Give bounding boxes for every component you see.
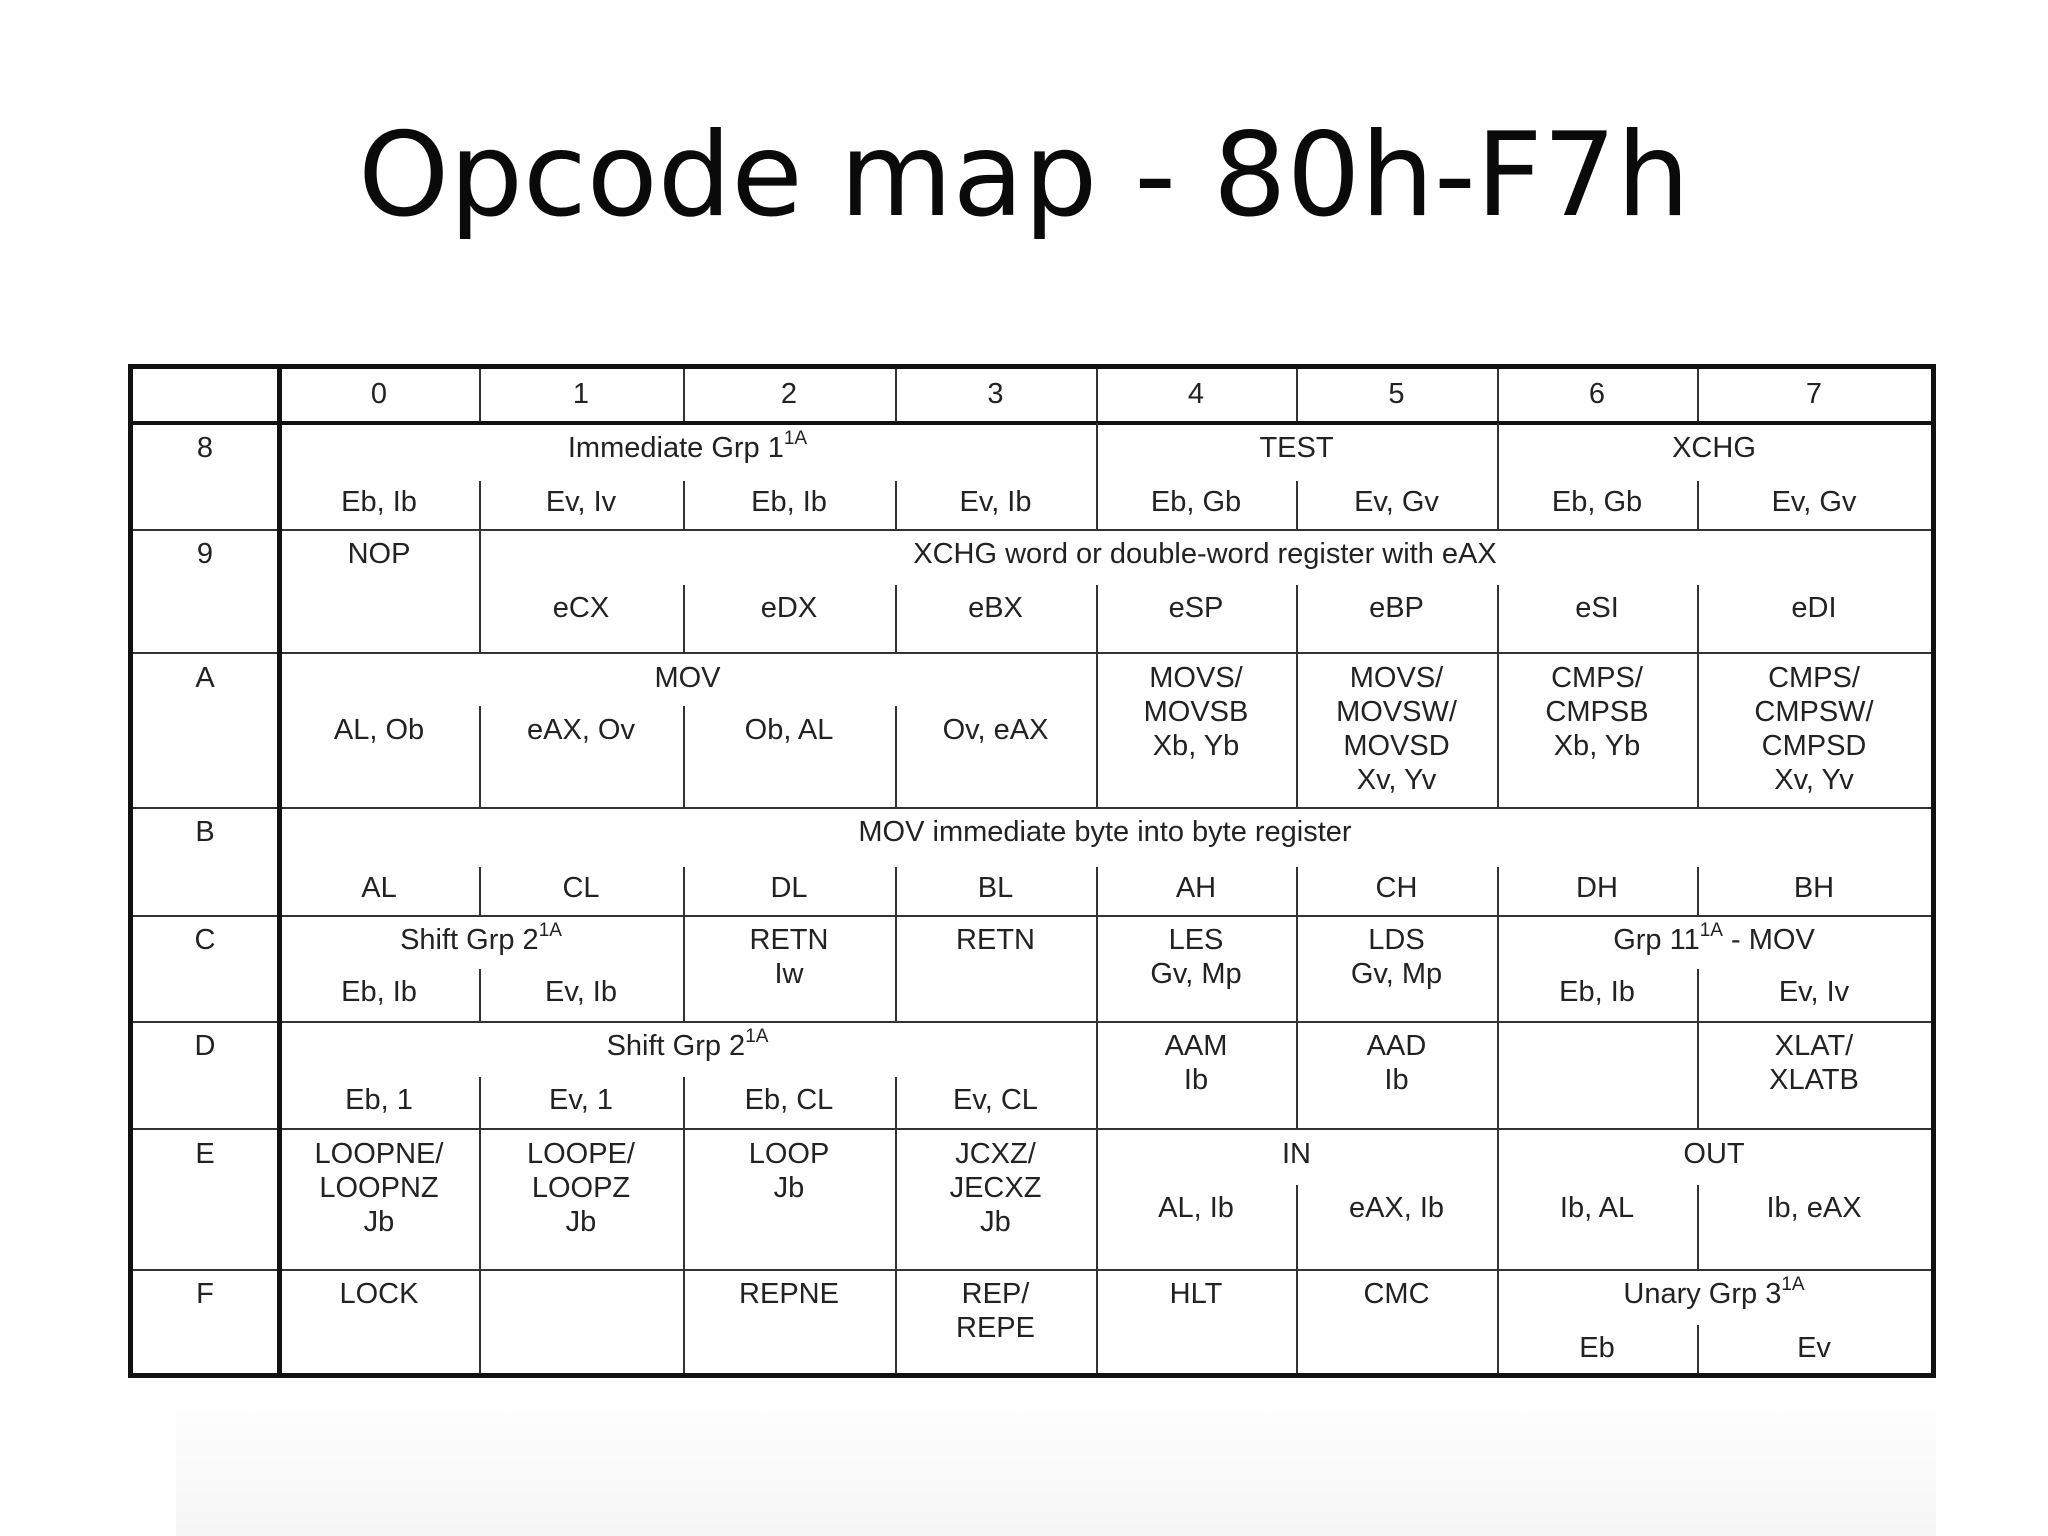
operand-cell: Ob, AL: [744, 714, 834, 746]
col-header: 5: [1388, 378, 1405, 410]
operand-cell: Eb, CL: [744, 1084, 834, 1116]
register-cell: eBX: [968, 592, 1023, 624]
operand-cell: Ev, CL: [953, 1084, 1038, 1116]
loop-cell: LOOP Jb: [748, 1138, 830, 1204]
operand-cell: Eb, Ib: [341, 486, 417, 518]
out-label: OUT: [1683, 1138, 1745, 1170]
les-cell: LES Gv, Mp: [1150, 924, 1242, 990]
operand-cell: Eb, Gb: [1551, 486, 1643, 518]
row-rule: [133, 915, 1931, 917]
register-cell: BH: [1793, 872, 1835, 904]
operand-cell: Ev, Gv: [1771, 486, 1857, 518]
register-cell: DL: [770, 872, 808, 904]
nop-cell: NOP: [347, 538, 411, 570]
register-cell: eDX: [760, 592, 818, 624]
mov-label: MOV: [654, 662, 721, 694]
row-label: B: [195, 816, 215, 848]
col-header: 2: [780, 378, 798, 410]
operand-cell: AL, Ib: [1158, 1192, 1234, 1224]
register-cell: BL: [977, 872, 1014, 904]
aad-cell: AAD Ib: [1366, 1030, 1427, 1096]
cmps-cell: CMPS/ CMPSB Xb, Yb: [1545, 662, 1649, 762]
slide-title: Opcode map - 80h-F7h: [358, 108, 1690, 243]
cmps-cell: CMPS/ CMPSW/ CMPSD Xv, Yv: [1754, 662, 1874, 796]
operand-cell: Ib, eAX: [1766, 1192, 1862, 1224]
shift-group-label: Shift Grp $2^{1A}$: [606, 1026, 769, 1062]
shift-group-label: Shift Grp $2^{1A}$: [400, 920, 562, 956]
row-label: D: [194, 1030, 216, 1062]
row-label: A: [195, 662, 215, 694]
col-header: 1: [572, 378, 590, 410]
operand-cell: AL, Ob: [333, 714, 425, 746]
test-label: TEST: [1259, 432, 1334, 464]
row-label: C: [194, 924, 216, 956]
unary-group-label: Unary Grp $3^{1A}$: [1623, 1274, 1805, 1310]
hlt-cell: HLT: [1169, 1278, 1223, 1310]
operand-cell: Ev, Ib: [959, 486, 1032, 518]
operand-cell: Ev, Iv: [545, 486, 617, 518]
row-rule: [133, 1269, 1931, 1271]
register-cell: CL: [562, 872, 600, 904]
col-header: 4: [1187, 378, 1205, 410]
xchg-register-span: XCHG word or double-word register with eAX: [913, 538, 1497, 570]
register-cell: eDI: [1791, 592, 1837, 624]
row-rule: [133, 529, 1931, 531]
row-rule: [133, 1128, 1931, 1130]
operand-cell: Eb: [1579, 1332, 1615, 1364]
movs-cell: MOVS/ MOVSB Xb, Yb: [1143, 662, 1249, 762]
col-header: 7: [1805, 378, 1823, 410]
col-header: 6: [1588, 378, 1606, 410]
cmc-cell: CMC: [1363, 1278, 1430, 1310]
operand-cell: Ev, 1: [549, 1084, 613, 1116]
movs-cell: MOVS/ MOVSW/ MOVSD Xv, Yv: [1336, 662, 1457, 796]
loopne-cell: LOOPNE/ LOOPNZ Jb: [314, 1138, 444, 1238]
row-label: E: [195, 1138, 215, 1170]
background-shade: [176, 1386, 1936, 1536]
row-rule: [133, 652, 1931, 654]
operand-cell: Ev, Iv: [1778, 976, 1850, 1008]
register-cell: AH: [1175, 872, 1217, 904]
operand-cell: eAX, Ov: [527, 714, 635, 746]
header-rule: [133, 421, 1931, 425]
retn-iw-cell: RETN Iw: [749, 924, 829, 990]
operand-cell: Eb, Ib: [751, 486, 827, 518]
operand-cell: Ib, AL: [1559, 1192, 1635, 1224]
lds-cell: LDS Gv, Mp: [1350, 924, 1443, 990]
mov-immediate-span: MOV immediate byte into byte register: [858, 816, 1352, 848]
operand-cell: Eb, Ib: [341, 976, 417, 1008]
loope-cell: LOOPE/ LOOPZ Jb: [527, 1138, 635, 1238]
register-cell: AL: [361, 872, 397, 904]
row-rule: [133, 1021, 1931, 1023]
operand-cell: Eb, Gb: [1150, 486, 1242, 518]
row-rule: [133, 807, 1931, 809]
xlat-cell: XLAT/ XLATB: [1769, 1030, 1859, 1096]
operand-cell: Eb, 1: [345, 1084, 413, 1116]
row-label: 8: [196, 432, 214, 464]
operand-cell: Ev, Gv: [1354, 486, 1439, 518]
in-label: IN: [1282, 1138, 1311, 1170]
register-cell: eSP: [1168, 592, 1224, 624]
operand-cell: eAX, Ib: [1348, 1192, 1445, 1224]
row-label: F: [196, 1278, 214, 1310]
operand-cell: Eb, Ib: [1559, 976, 1635, 1008]
jcxz-cell: JCXZ/ JECXZ Jb: [949, 1138, 1042, 1238]
aam-cell: AAM Ib: [1164, 1030, 1228, 1096]
col-rule: [479, 1271, 481, 1373]
col-header: 3: [987, 378, 1004, 410]
grp11-label: Grp $11^{1A}$ - MOV: [1613, 920, 1815, 956]
register-cell: eSI: [1575, 592, 1619, 624]
col-header: 0: [370, 378, 388, 410]
row-label: 9: [196, 538, 214, 570]
register-cell: DH: [1576, 872, 1618, 904]
register-cell: eCX: [552, 592, 610, 624]
repne-cell: REPNE: [739, 1278, 839, 1310]
immediate-group-label: Immediate Grp $1^{1A}$: [567, 428, 808, 464]
operand-cell: Ov, eAX: [942, 714, 1049, 746]
operand-cell: Ev, Ib: [545, 976, 617, 1008]
xchg-label: XCHG: [1672, 432, 1756, 464]
register-cell: CH: [1375, 872, 1418, 904]
rep-cell: REP/ REPE: [956, 1278, 1035, 1344]
retn-cell: RETN: [956, 924, 1035, 956]
register-cell: eBP: [1369, 592, 1424, 624]
operand-cell: Ev: [1797, 1332, 1831, 1364]
col-rule: [1497, 1023, 1499, 1128]
opcode-table: [128, 364, 1936, 1378]
lock-cell: LOCK: [339, 1278, 419, 1310]
